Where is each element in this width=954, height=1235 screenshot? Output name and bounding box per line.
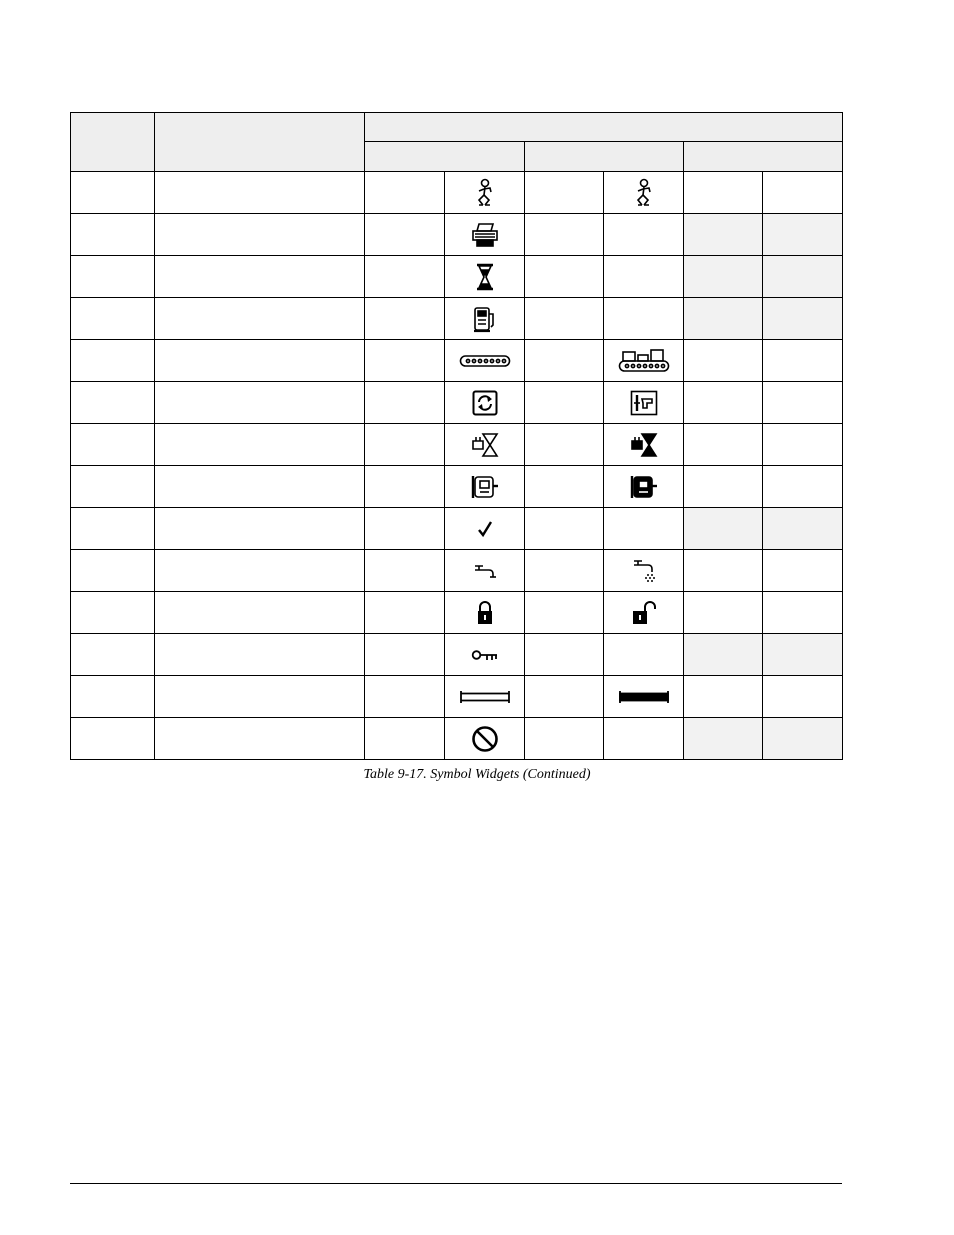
table-cell xyxy=(763,256,843,298)
table-cell xyxy=(155,718,365,760)
fuel-pump-icon xyxy=(445,305,524,333)
table-cell xyxy=(155,550,365,592)
table-cell xyxy=(155,256,365,298)
symbol-cell xyxy=(604,382,684,424)
symbol-cell xyxy=(604,172,684,214)
table-cell xyxy=(71,256,155,298)
table-row xyxy=(71,256,843,298)
symbol-cell xyxy=(445,214,525,256)
walking-person-icon xyxy=(445,178,524,208)
table-cell xyxy=(525,676,604,718)
lock-open-icon xyxy=(604,600,683,626)
table-cell xyxy=(684,172,763,214)
table-cell xyxy=(763,382,843,424)
table-cell xyxy=(525,298,604,340)
table-cell xyxy=(763,424,843,466)
table-cell xyxy=(684,550,763,592)
table-cell xyxy=(155,424,365,466)
conveyor-empty-icon xyxy=(445,353,524,369)
conveyor-loaded-icon xyxy=(604,348,683,374)
symbol-cell xyxy=(445,676,525,718)
symbol-cell xyxy=(445,424,525,466)
table-cell xyxy=(71,676,155,718)
hourglass-icon xyxy=(445,263,524,291)
footer-rule xyxy=(70,1183,842,1184)
table-row xyxy=(71,508,843,550)
table-cell xyxy=(684,256,763,298)
pipe-full-icon xyxy=(604,689,683,705)
table-cell xyxy=(365,466,445,508)
header-cell xyxy=(365,142,525,172)
table-cell xyxy=(525,550,604,592)
table-cell xyxy=(525,634,604,676)
table-cell xyxy=(365,382,445,424)
table-body xyxy=(71,172,843,760)
header-cell xyxy=(71,113,155,172)
table-row xyxy=(71,298,843,340)
table-cell xyxy=(684,298,763,340)
table-cell xyxy=(525,382,604,424)
table-cell xyxy=(71,550,155,592)
table-row xyxy=(71,592,843,634)
table-cell xyxy=(155,676,365,718)
table-cell xyxy=(763,172,843,214)
check-icon xyxy=(445,520,524,538)
table-row xyxy=(71,382,843,424)
pipe-empty-icon xyxy=(445,689,524,705)
lock-closed-icon xyxy=(445,600,524,626)
table-row xyxy=(71,634,843,676)
table-row xyxy=(71,466,843,508)
symbol-cell xyxy=(604,298,684,340)
symbol-cell xyxy=(604,214,684,256)
table-cell xyxy=(155,592,365,634)
header-cell xyxy=(155,113,365,172)
table-cell xyxy=(763,298,843,340)
table-row xyxy=(71,424,843,466)
table-cell xyxy=(155,508,365,550)
table-row xyxy=(71,214,843,256)
table-cell xyxy=(525,592,604,634)
table-cell xyxy=(763,508,843,550)
header-cell xyxy=(684,142,843,172)
table-cell xyxy=(763,634,843,676)
table-cell xyxy=(365,508,445,550)
table-cell xyxy=(155,340,365,382)
table-cell xyxy=(365,676,445,718)
symbol-cell xyxy=(604,466,684,508)
symbol-cell xyxy=(445,634,525,676)
table-row xyxy=(71,550,843,592)
symbol-cell xyxy=(604,508,684,550)
valve-closed-icon xyxy=(604,431,683,459)
header-cell xyxy=(525,142,684,172)
table-cell xyxy=(525,340,604,382)
symbol-cell xyxy=(445,256,525,298)
symbol-cell xyxy=(604,340,684,382)
table-cell xyxy=(684,382,763,424)
symbol-cell xyxy=(604,424,684,466)
table-cell xyxy=(525,214,604,256)
table-cell xyxy=(763,550,843,592)
walking-person-icon xyxy=(604,178,683,208)
table-cell xyxy=(525,172,604,214)
symbol-cell xyxy=(604,634,684,676)
table-cell xyxy=(155,634,365,676)
symbol-cell xyxy=(604,550,684,592)
table-cell xyxy=(684,718,763,760)
prohibited-icon xyxy=(445,725,524,753)
table-cell xyxy=(684,676,763,718)
symbol-cell xyxy=(604,592,684,634)
table-cell xyxy=(71,508,155,550)
table-cell xyxy=(525,424,604,466)
table-cell xyxy=(71,466,155,508)
symbol-widgets-table xyxy=(70,112,843,760)
table-cell xyxy=(71,634,155,676)
table-cell xyxy=(71,340,155,382)
table-cell xyxy=(684,466,763,508)
press-icon xyxy=(604,390,683,416)
printer-icon xyxy=(445,222,524,248)
symbol-cell xyxy=(445,718,525,760)
table-cell xyxy=(155,298,365,340)
table-cell xyxy=(763,214,843,256)
symbol-cell xyxy=(445,508,525,550)
table-row xyxy=(71,718,843,760)
table-cell xyxy=(763,718,843,760)
table-cell xyxy=(763,466,843,508)
table-cell xyxy=(365,298,445,340)
symbol-cell xyxy=(445,592,525,634)
table-cell xyxy=(365,256,445,298)
table-row xyxy=(71,172,843,214)
table-cell xyxy=(365,340,445,382)
table-cell xyxy=(155,214,365,256)
table-cell xyxy=(365,592,445,634)
recycle-icon xyxy=(445,390,524,416)
table-cell xyxy=(365,718,445,760)
table-cell xyxy=(525,466,604,508)
faucet-on-icon xyxy=(604,557,683,585)
symbol-cell xyxy=(445,382,525,424)
motor-off-icon xyxy=(445,473,524,501)
table-cell xyxy=(684,508,763,550)
table-cell xyxy=(365,634,445,676)
table-cell xyxy=(525,718,604,760)
table-cell xyxy=(684,214,763,256)
symbol-cell xyxy=(445,340,525,382)
symbol-cell xyxy=(604,718,684,760)
table-row xyxy=(71,676,843,718)
table-cell xyxy=(684,592,763,634)
faucet-off-icon xyxy=(445,562,524,580)
table-cell xyxy=(525,508,604,550)
symbol-cell xyxy=(604,256,684,298)
table-cell xyxy=(365,214,445,256)
table-cell xyxy=(763,340,843,382)
table-cell xyxy=(365,172,445,214)
table-cell xyxy=(525,256,604,298)
table-cell xyxy=(71,592,155,634)
table-cell xyxy=(365,550,445,592)
symbol-cell xyxy=(604,676,684,718)
table-caption: Table 9-17. Symbol Widgets (Continued) xyxy=(363,767,591,782)
table-cell xyxy=(71,298,155,340)
table-cell xyxy=(684,424,763,466)
symbol-cell xyxy=(445,550,525,592)
table-cell xyxy=(684,340,763,382)
key-icon xyxy=(445,648,524,662)
valve-open-icon xyxy=(445,431,524,459)
table-cell xyxy=(763,592,843,634)
table-cell xyxy=(155,466,365,508)
table-cell xyxy=(763,676,843,718)
table-cell xyxy=(71,382,155,424)
table-cell xyxy=(71,718,155,760)
motor-on-icon xyxy=(604,473,683,501)
table-cell xyxy=(155,172,365,214)
header-cell xyxy=(365,113,843,142)
table-row xyxy=(71,340,843,382)
symbol-cell xyxy=(445,466,525,508)
table-cell xyxy=(71,214,155,256)
table-cell xyxy=(365,424,445,466)
symbol-cell xyxy=(445,298,525,340)
table-cell xyxy=(155,382,365,424)
symbol-cell xyxy=(445,172,525,214)
table-cell xyxy=(71,424,155,466)
table-cell xyxy=(684,634,763,676)
table-cell xyxy=(71,172,155,214)
